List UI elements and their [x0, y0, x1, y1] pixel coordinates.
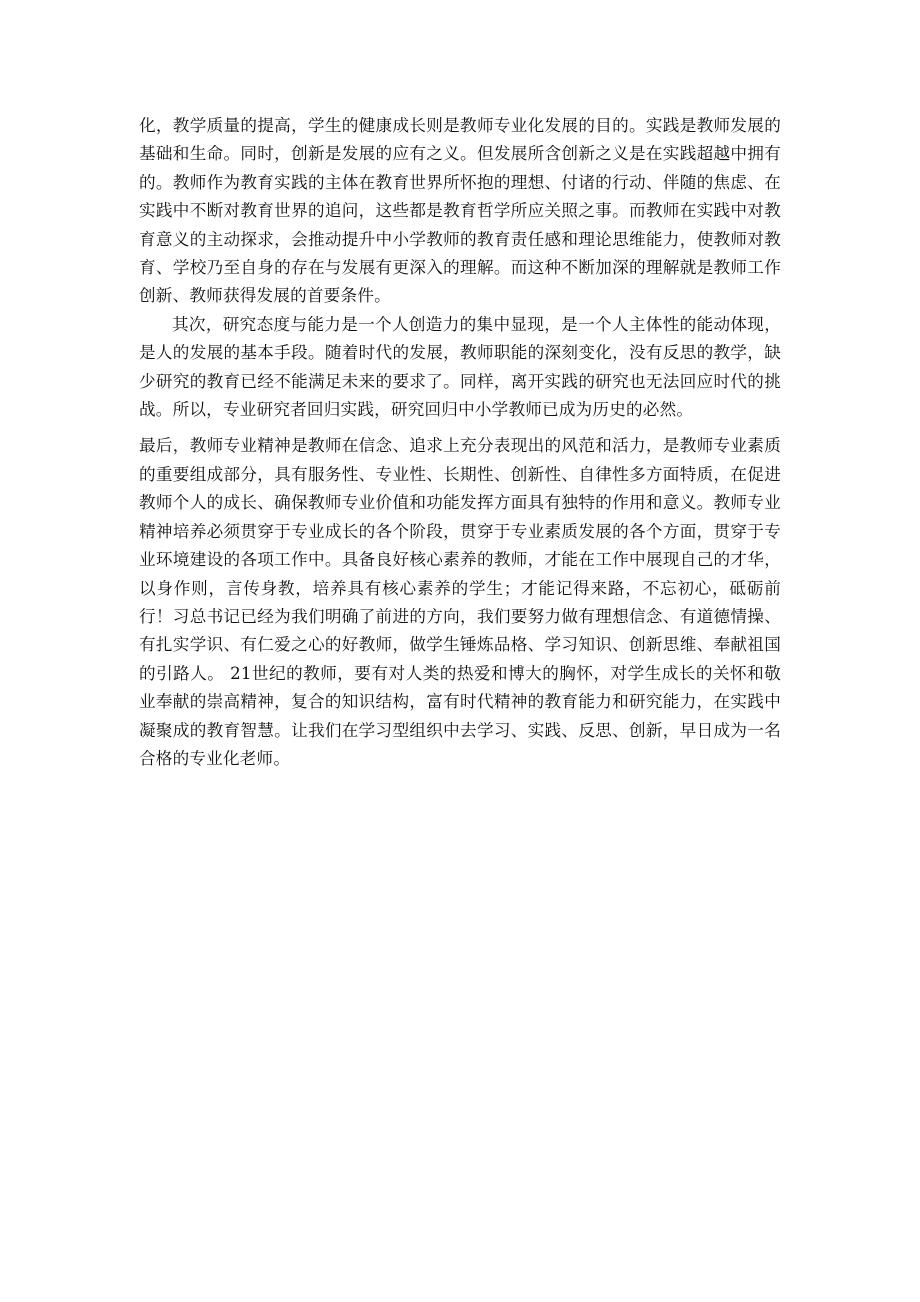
- paragraph-second: 其次，研究态度与能力是一个人创造力的集中显现，是一个人主体性的能动体现，是人的发展的基本手段。随着时代的发展，教师职能的深刻变化，没有反思的教学，缺少研究的教育已经不能满足未来的要求了。同样，离开实践的研究也无法回应时代的挑战。所以，专业研究者回归实践，研究回归中小学教师已成为历史的必然。: [139, 314, 781, 420]
- document-body: [139, 112, 781, 773]
- paragraph-spacer: [139, 424, 781, 432]
- paragraph-finally: 最后，教师专业精神是教师在信念、追求上充分表现出的风范和活力，是教师专业素质的重要组成部分，具有服务性、专业性、长期性、创新性、自律性多方面特质，在促进教师个人的成长、确保教师专业价值和功能发挥方面具有独特的作用和意义。教师专业精神培养必须贯穿于专业成长的各个阶段，贯穿于专业素质发展的各个方面，贯穿于专业环境建设的各项工作中。具备良好核心素养的教师，才能在工作中展现自己的才华，以身作则，言传身教，培养具有核心素养的学生；才能记得来路，不忘初心，砥砺前行！习总书记已经为我们明确了前进的方向，我们要努力做有理想信念、有道德情操、有扎实学识、有仁爱之心的好教师，做学生锤炼品格、学习知识、创新思维、奉献祖国的引路人。 21世纪的教师，要有对人类的热爱和博大的胸怀，对学生成长的关怀和敬业奉献的崇高精神，复合的知识结构，富有时代精神的教育能力和研究能力，在实践中凝聚成的教育智慧。让我们在学习型组织中去学习、实践、反思、创新，早日成为一名合格的专业化老师。: [139, 436, 781, 768]
- paragraph-continuation: 化，教学质量的提高，学生的健康成长则是教师专业化发展的目的。实践是教师发展的基础和生命。同时，创新是发展的应有之义。但发展所含创新之义是在实践超越中拥有的。教师作为教育实践的主体在教育世界所怀抱的理想、付诸的行动、伴随的焦虑、在实践中不断对教育世界的追问，这些都是教育哲学所应关照之事。而教师在实践中对教育意义的主动探求，会推动提升中小学教师的教育责任感和理论思维能力，使教师对教育、学校乃至自身的存在与发展有更深入的理解。而这种不断加深的理解就是教师工作创新、教师获得发展的首要条件。: [139, 116, 781, 306]
